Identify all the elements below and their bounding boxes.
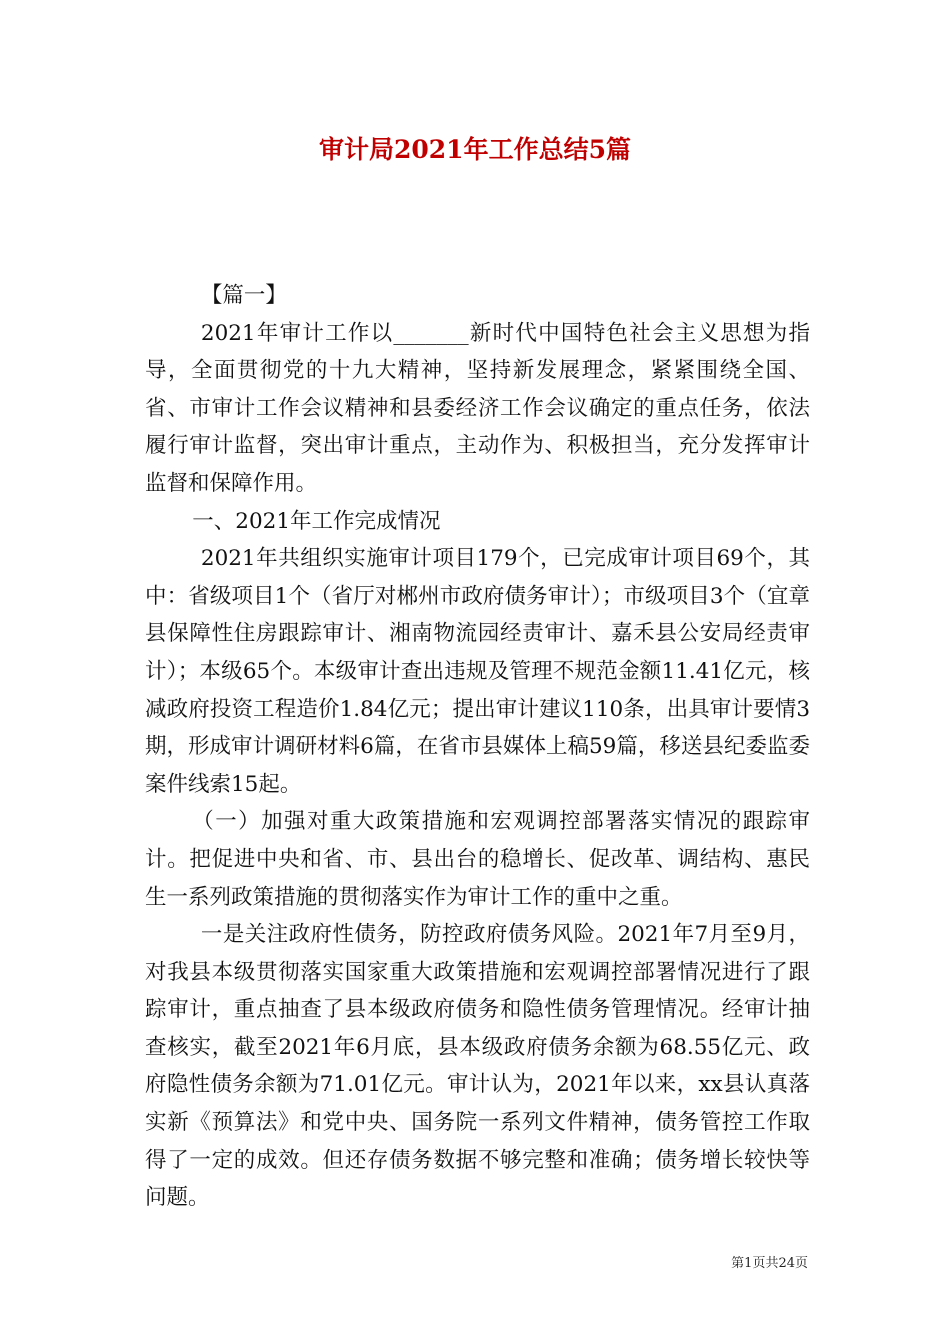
document-body xyxy=(145,277,810,1217)
paragraph-debt: 一是关注政府性债务，防控政府债务风险。2021年7月至9月，对我县本级贯彻落实国家重大政策措施和宏观调控部署情况进行了跟踪审计，重点抽查了县本级政府债务和隐性债务管理情况。经审计抽查核实，截至2021年6月底，县本级政府债务余额为68.55亿元、政府隐性债务余额为71.01亿元。审计认为，2021年以来，xx县认真落实新《预算法》和党中央、国务院一系列文件精神，债务管控工作取得了一定的成效。但还存债务数据不够完整和准确；债务增长较快等问题。 xyxy=(145,922,810,1211)
paragraph-summary: 2021年共组织实施审计项目179个，已完成审计项目69个，其中：省级项目1个（省厅对郴州市政府债务审计）；市级项目3个（宜章县保障性住房跟踪审计、湘南物流园经责审计、嘉禾县公安局经责审计）；本级65个。本级审计查出违规及管理不规范金额11.41亿元，核减政府投资工程造价1.84亿元；提出审计建议110条，出具审计要情3期，形成审计调研材料6篇，在省市县媒体上稿59篇，移送县纪委监委案件线索15起。 xyxy=(145,546,810,797)
page-footer: 第1页共24页 xyxy=(731,1256,808,1271)
paragraph-subsection-one: （一）加强对重大政策措施和宏观调控部署落实情况的跟踪审计。把促进中央和省、市、县出台的稳增长、促改革、调结构、惠民生一系列政策措施的贯彻落实作为审计工作的重中之重。 xyxy=(145,809,810,910)
paragraph-intro: 2021年审计工作以_______新时代中国特色社会主义思想为指导，全面贯彻党的十九大精神，坚持新发展理念，紧紧围绕全国、省、市审计工作会议精神和县委经济工作会议确定的重点任务，依法履行审计监督，突出审计重点，主动作为、积极担当，充分发挥审计监督和保障作用。 xyxy=(145,320,810,496)
document-title: 审计局2021年工作总结5篇 xyxy=(319,135,631,164)
section-heading: 一、2021年工作完成情况 xyxy=(192,508,441,534)
section-marker: 【篇一】 xyxy=(200,283,287,308)
